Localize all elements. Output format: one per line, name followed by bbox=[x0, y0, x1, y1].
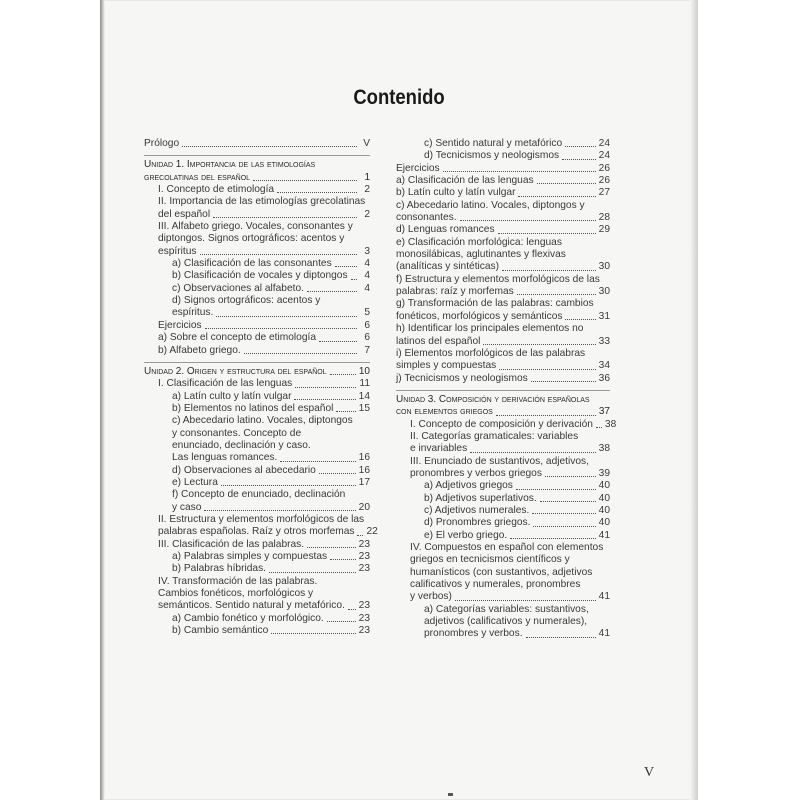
toc-leader-dots bbox=[280, 460, 355, 462]
toc-leader-dots bbox=[294, 398, 355, 400]
toc-leader-dots bbox=[221, 484, 356, 486]
toc-entry-text: adjetivos (calificativos y numerales), bbox=[424, 616, 588, 628]
toc-entry-text: e) El verbo griego. bbox=[424, 529, 508, 541]
toc-entry-row bbox=[410, 418, 617, 431]
toc-leader-dots bbox=[510, 537, 595, 539]
toc-entry-text: b) Latín culto y latín vulgar bbox=[396, 187, 516, 199]
toc-leader-dots bbox=[533, 525, 595, 527]
toc-entry-text: y consonantes. Concepto de bbox=[172, 427, 302, 439]
toc-entry-row bbox=[158, 345, 370, 357]
toc-entry bbox=[396, 431, 610, 456]
toc-entry-text: diptongos. Signos ortográficos: acentos y bbox=[158, 233, 345, 245]
toc-entry-text: Ejercicios bbox=[396, 162, 440, 174]
toc-entry bbox=[144, 391, 370, 403]
toc-leader-dots bbox=[253, 179, 357, 181]
toc-entry-text: Unidad 2. Origen y estructura del español bbox=[144, 365, 327, 377]
toc-page-number: 20 bbox=[358, 501, 370, 513]
toc-entry-text: b) Cambio semántico bbox=[172, 625, 269, 637]
toc-entry-text: III. Enunciado de sustantivos, adjetivos, bbox=[410, 455, 589, 467]
toc-page-number: 40 bbox=[598, 480, 610, 492]
toc-entry-row bbox=[410, 591, 610, 603]
toc-leader-dots bbox=[460, 219, 596, 221]
toc-entry-row bbox=[424, 628, 610, 640]
toc-leader-dots bbox=[531, 380, 596, 382]
toc-entry-row bbox=[172, 307, 370, 319]
toc-entry-row bbox=[172, 391, 370, 403]
toc-entry bbox=[144, 270, 370, 282]
toc-entry-row bbox=[172, 613, 370, 625]
toc-entry bbox=[396, 348, 610, 373]
toc-entry bbox=[144, 221, 370, 258]
toc-page-number: 40 bbox=[598, 492, 610, 504]
toc-entry-row bbox=[396, 373, 610, 385]
toc-leader-dots bbox=[470, 451, 595, 453]
toc-page-number: 29 bbox=[598, 224, 610, 236]
toc-entry-row bbox=[172, 283, 370, 295]
toc-entry bbox=[144, 332, 370, 344]
toc-page-number: 30 bbox=[598, 261, 610, 273]
toc-leader-dots bbox=[327, 620, 356, 622]
toc-entry-row bbox=[158, 378, 370, 390]
toc-leader-dots bbox=[348, 608, 356, 610]
toc-entry-row bbox=[158, 600, 370, 612]
toc-entry-text: consonantes. bbox=[396, 212, 457, 224]
toc-page-number: V bbox=[363, 138, 370, 149]
toc-entry-row bbox=[424, 493, 610, 505]
toc-leader-dots bbox=[295, 386, 356, 388]
toc-leader-dots bbox=[335, 265, 357, 267]
toc-page-number: 38 bbox=[598, 443, 610, 455]
toc-leader-dots bbox=[351, 278, 357, 280]
toc-entry-text: IV. Transformación de las palabras. bbox=[158, 575, 318, 587]
toc-entry-text: e) Lectura bbox=[172, 476, 218, 488]
toc-entry-row bbox=[396, 360, 610, 372]
toc-page-number: 17 bbox=[358, 476, 370, 488]
toc-page-number: 23 bbox=[358, 612, 370, 624]
toc-entry bbox=[396, 505, 610, 517]
toc-page-number: 31 bbox=[598, 310, 610, 322]
toc-leader-dots bbox=[204, 509, 355, 511]
toc-leader-dots bbox=[277, 191, 357, 193]
toc-leader-dots bbox=[330, 373, 356, 375]
toc-entry-text: del español bbox=[158, 208, 211, 220]
print-mark bbox=[448, 793, 453, 796]
toc-leader-dots bbox=[244, 352, 357, 354]
toc-leader-dots bbox=[516, 488, 596, 490]
toc-entry-text: c) Observaciones al alfabeto. bbox=[172, 282, 304, 294]
toc-entry-row bbox=[424, 517, 610, 529]
toc-entry bbox=[144, 415, 370, 464]
toc-leader-dots bbox=[200, 253, 357, 255]
toc-entry-row bbox=[396, 224, 610, 236]
toc-entry-text: a) Clasificación de las lenguas bbox=[396, 175, 534, 187]
toc-entry-text: a) Sobre el concepto de etimología bbox=[158, 332, 317, 344]
toc-entry-text: griegos en tecnicismos científicos y bbox=[410, 554, 570, 566]
toc-leader-dots bbox=[545, 475, 596, 477]
toc-entry bbox=[396, 298, 610, 323]
toc-unit-heading bbox=[144, 155, 370, 184]
toc-leader-dots bbox=[502, 269, 596, 271]
toc-leader-dots bbox=[537, 182, 596, 184]
toc-entry-text: c) Abecedario latino. Vocales, diptongos y bbox=[396, 199, 585, 211]
toc-leader-dots bbox=[498, 232, 596, 234]
toc-page-number: 23 bbox=[358, 600, 370, 612]
toc-entry-text: d) Observaciones al abecedario bbox=[172, 464, 316, 476]
toc-entry-text: b) Alfabeto griego. bbox=[158, 344, 241, 356]
toc-page-number: 5 bbox=[364, 307, 370, 319]
toc-entry-text: b) Clasificación de vocales y diptongos bbox=[172, 270, 348, 282]
toc-page-number: 37 bbox=[598, 406, 610, 418]
toc-page-number: 10 bbox=[358, 365, 370, 377]
toc-entry-row bbox=[172, 563, 370, 575]
toc-page-number: 16 bbox=[358, 452, 370, 464]
toc-leader-dots bbox=[518, 195, 595, 197]
toc-entry bbox=[144, 138, 370, 150]
toc-entry bbox=[396, 456, 610, 481]
toc-page-number: 2 bbox=[364, 208, 370, 220]
toc-entry-row bbox=[172, 258, 370, 270]
toc-page-number: 39 bbox=[598, 467, 610, 479]
toc-entry-text: a) Palabras simples y compuestas bbox=[172, 551, 328, 562]
toc-entry-text: b) Palabras híbridas. bbox=[172, 563, 267, 575]
toc-page-number: 6 bbox=[364, 319, 370, 331]
toc-entry-text: I. Concepto de etimología bbox=[158, 184, 275, 196]
toc-entry bbox=[144, 403, 370, 415]
toc-entry-text: c) Abecedario latino. Vocales, diptongos bbox=[172, 415, 353, 427]
toc-page-number: 36 bbox=[598, 372, 610, 384]
toc-entry bbox=[144, 378, 370, 390]
toc-page-number: 27 bbox=[598, 187, 610, 199]
toc-entry-text: a) Cambio fonético y morfológico. bbox=[172, 612, 324, 624]
toc-entry-row bbox=[172, 403, 370, 415]
toc-leader-dots bbox=[205, 327, 357, 329]
toc-entry-row bbox=[172, 502, 370, 514]
page-edge-shadow bbox=[690, 0, 698, 800]
toc-page-number: 14 bbox=[358, 390, 370, 402]
toc-entry bbox=[144, 196, 370, 221]
toc-entry bbox=[396, 224, 610, 236]
toc-entry-text: a) Adjetivos griegos bbox=[424, 480, 513, 492]
toc-entry-row bbox=[172, 551, 370, 563]
toc-entry-row bbox=[396, 311, 610, 323]
toc-entry bbox=[144, 551, 370, 563]
toc-page-number: 22 bbox=[366, 526, 378, 538]
toc-entry-text: f) Estructura y elementos morfológicos de las bbox=[396, 273, 600, 285]
toc-leader-dots bbox=[532, 512, 595, 514]
toc-leader-dots bbox=[517, 293, 596, 295]
toc-entry-row bbox=[410, 468, 610, 480]
toc-entry bbox=[396, 604, 610, 641]
toc-entry bbox=[396, 175, 610, 187]
toc-leader-dots bbox=[182, 145, 357, 147]
toc-entry bbox=[396, 163, 610, 175]
toc-leader-dots bbox=[357, 534, 363, 536]
toc-entry-text: III. Alfabeto griego. Vocales, consonantes y bbox=[158, 221, 353, 233]
toc-entry bbox=[144, 283, 370, 295]
toc-entry-row bbox=[396, 175, 610, 187]
toc-entry-text: IV. Compuestos en español con elementos bbox=[410, 542, 604, 553]
toc-leader-dots bbox=[526, 636, 596, 638]
toc-entry bbox=[396, 187, 610, 199]
toc-entry-row bbox=[172, 465, 370, 477]
toc-entry-text: Unidad 3. Composición y derivación españolas bbox=[396, 393, 590, 405]
toc-unit-heading bbox=[396, 390, 610, 419]
toc-entry bbox=[144, 489, 370, 514]
toc-entry-text: c) Adjetivos numerales. bbox=[424, 504, 530, 516]
toc-entry-row bbox=[396, 261, 610, 273]
toc-entry-text: Las lenguas romances. bbox=[172, 452, 278, 464]
toc-entry bbox=[396, 373, 610, 385]
page-folio: V bbox=[644, 765, 655, 780]
toc-entry-text: humanísticos (con sustantivos, adjetivos bbox=[410, 566, 593, 578]
toc-entry-row bbox=[396, 212, 610, 224]
toc-leader-dots bbox=[499, 368, 595, 370]
toc-page-number: 41 bbox=[598, 591, 610, 603]
toc-page-number: 4 bbox=[364, 270, 370, 282]
toc-entry-text: d) Pronombres griegos. bbox=[424, 517, 531, 529]
toc-entry bbox=[396, 418, 617, 431]
toc-entry-text: enunciado, declinación y caso. bbox=[172, 439, 311, 451]
toc-entry-text: monosilábicas, aglutinantes y flexivas bbox=[396, 249, 566, 261]
toc-entry-text: Ejercicios bbox=[158, 319, 202, 331]
toc-entry-text: II. Categorías gramaticales: variables bbox=[410, 430, 579, 442]
toc-left-column bbox=[144, 138, 378, 637]
toc-entry-text: pronombres y verbos. bbox=[424, 628, 523, 640]
toc-entry bbox=[396, 237, 610, 274]
toc-leader-dots bbox=[540, 500, 596, 502]
toc-entry bbox=[396, 493, 610, 505]
toc-page-number: 1 bbox=[364, 171, 370, 183]
toc-page-number: 6 bbox=[364, 332, 370, 344]
toc-page-number: 24 bbox=[598, 138, 610, 149]
toc-page-number: 11 bbox=[359, 378, 370, 390]
toc-entry bbox=[144, 625, 370, 637]
toc-page-number: 28 bbox=[598, 212, 610, 224]
toc-page-number: 2 bbox=[364, 184, 370, 196]
toc-unit-heading bbox=[144, 362, 370, 378]
toc-entry bbox=[396, 138, 610, 150]
toc-entry-row bbox=[172, 270, 370, 282]
page-title: Contenido bbox=[353, 86, 445, 109]
toc-entry-text: fonéticos, morfológicos y semánticos bbox=[396, 310, 563, 322]
toc-page-number: 4 bbox=[364, 258, 370, 270]
toc-entry-text: f) Concepto de enunciado, declinación bbox=[172, 489, 346, 501]
toc-entry-text: latinos del español bbox=[396, 335, 481, 347]
toc-page-number: 30 bbox=[598, 286, 610, 298]
toc-entry-text: h) Identificar los principales elementos no bbox=[396, 323, 584, 335]
toc-entry-text: d) Tecnicismos y neologismos bbox=[424, 150, 560, 162]
toc-entry-row bbox=[158, 539, 370, 551]
toc-entry-text: palabras españolas. Raíz y otros morfemas bbox=[158, 526, 355, 538]
toc-page-number: 23 bbox=[358, 563, 370, 575]
toc-entry-row bbox=[158, 332, 370, 344]
toc-page-number: 41 bbox=[598, 529, 610, 541]
toc-entry-row bbox=[158, 320, 370, 332]
toc-entry-row bbox=[144, 138, 370, 150]
toc-page-number: 26 bbox=[598, 162, 610, 174]
toc-entry-row bbox=[172, 625, 370, 637]
page-gutter-shadow bbox=[100, 0, 105, 800]
toc-entry-text: d) Signos ortográficos: acentos y bbox=[172, 295, 321, 307]
toc-entry bbox=[396, 480, 610, 492]
toc-entry-row bbox=[424, 505, 610, 517]
toc-page-number: 23 bbox=[358, 538, 370, 550]
toc-entry-row bbox=[158, 209, 370, 221]
toc-page-number: 4 bbox=[364, 282, 370, 294]
toc-entry bbox=[396, 530, 610, 542]
toc-leader-dots bbox=[565, 318, 595, 320]
toc-page-number: 26 bbox=[598, 175, 610, 187]
toc-entry bbox=[144, 613, 370, 625]
toc-entry-row bbox=[158, 246, 370, 258]
toc-leader-dots bbox=[319, 472, 356, 474]
toc-entry-row bbox=[158, 184, 370, 196]
toc-entry-text: calificativos y numerales, pronombres bbox=[410, 579, 581, 591]
toc-page-number: 16 bbox=[358, 464, 370, 476]
toc-leader-dots bbox=[596, 426, 602, 428]
toc-entry-text: (analíticas y sintéticas) bbox=[396, 261, 500, 273]
toc-page-number: 3 bbox=[364, 245, 370, 257]
toc-entry-text: b) Elementos no latinos del español bbox=[172, 402, 334, 414]
toc-entry-text: g) Transformación de las palabras: cambios bbox=[396, 298, 594, 310]
toc-page-number: 23 bbox=[358, 551, 370, 562]
toc-entry bbox=[396, 150, 610, 162]
toc-leader-dots bbox=[336, 410, 355, 412]
toc-entry bbox=[144, 295, 370, 320]
toc-entry-text: III. Clasificación de las palabras. bbox=[158, 538, 305, 550]
toc-entry-text: c) Sentido natural y metafórico bbox=[424, 138, 563, 149]
toc-page-number: 24 bbox=[598, 150, 610, 162]
toc-entry-row bbox=[424, 480, 610, 492]
toc-entry-text: j) Tecnicismos y neologismos bbox=[396, 372, 528, 384]
toc-entry bbox=[144, 513, 378, 539]
toc-entry bbox=[144, 563, 370, 575]
toc-leader-dots bbox=[269, 571, 356, 573]
toc-page-number: 34 bbox=[598, 360, 610, 372]
toc-entry-text: espíritus. bbox=[172, 307, 214, 319]
toc-entry-row bbox=[424, 138, 610, 150]
toc-entry-text: Cambios fonéticos, morfológicos y bbox=[158, 588, 314, 600]
toc-entry bbox=[396, 323, 610, 348]
toc-entry-text: a) Clasificación de las consonantes bbox=[172, 258, 332, 270]
toc-leader-dots bbox=[307, 290, 357, 292]
toc-leader-dots bbox=[330, 558, 356, 560]
toc-entry-text: pronombres y verbos griegos bbox=[410, 467, 542, 479]
toc-entry-text: grecolatinas del español bbox=[144, 171, 251, 183]
toc-entry-row bbox=[396, 187, 610, 199]
toc-entry-text: e) Clasificación morfológica: lenguas bbox=[396, 236, 562, 248]
toc-entry-text: palabras: raíz y morfemas bbox=[396, 286, 514, 298]
toc-entry-text: con elementos griegos bbox=[396, 406, 493, 418]
toc-page-number: 7 bbox=[364, 344, 370, 356]
toc-entry-row bbox=[410, 443, 610, 455]
toc-entry-text: simples y compuestas bbox=[396, 360, 497, 372]
toc-entry-row bbox=[396, 286, 610, 298]
toc-leader-dots bbox=[496, 414, 596, 416]
toc-entry-text: a) Categorías variables: sustantivos, bbox=[424, 603, 589, 615]
toc-leader-dots bbox=[562, 158, 596, 160]
toc-leader-dots bbox=[455, 599, 596, 601]
toc-entry-text: espíritus bbox=[158, 245, 197, 257]
toc-entry-row bbox=[396, 336, 610, 348]
toc-entry-row bbox=[144, 366, 370, 378]
toc-entry-text: d) Lenguas romances bbox=[396, 224, 495, 236]
toc-entry-text: I. Concepto de composición y derivación bbox=[410, 418, 593, 430]
toc-entry-text: b) Adjetivos superlativos. bbox=[424, 492, 537, 504]
toc-entry bbox=[144, 465, 370, 477]
toc-leader-dots bbox=[213, 216, 357, 218]
toc-entry-text: y caso bbox=[172, 501, 202, 513]
toc-entry-row bbox=[424, 530, 610, 542]
toc-page-number: 41 bbox=[598, 628, 610, 640]
toc-leader-dots bbox=[216, 315, 357, 317]
toc-entry bbox=[396, 200, 610, 225]
toc-entry bbox=[144, 539, 370, 551]
toc-entry-row bbox=[396, 163, 610, 175]
toc-entry-text: semánticos. Sentido natural y metafórico. bbox=[158, 600, 345, 612]
toc-entry-row bbox=[396, 406, 610, 418]
toc-page-number: 38 bbox=[604, 418, 617, 430]
toc-page-number: 40 bbox=[598, 504, 610, 516]
toc-entry bbox=[396, 542, 610, 604]
toc-entry-row bbox=[172, 477, 370, 489]
toc-entry-row bbox=[144, 172, 370, 184]
toc-entry-text: II. Importancia de las etimologías grecolatinas bbox=[158, 196, 366, 208]
toc-entry-text: a) Latín culto y latín vulgar bbox=[172, 390, 292, 402]
toc-entry-row bbox=[172, 452, 370, 464]
toc-entry bbox=[144, 576, 370, 613]
toc-entry bbox=[144, 258, 370, 270]
toc-entry bbox=[144, 184, 370, 196]
toc-entry-text: y verbos) bbox=[410, 591, 452, 603]
toc-right-column bbox=[396, 138, 617, 641]
toc-page-number: 40 bbox=[598, 517, 610, 529]
toc-entry bbox=[396, 517, 610, 529]
toc-leader-dots bbox=[271, 632, 355, 634]
toc-entry-text: Unidad 1. Importancia de las etimologías bbox=[144, 159, 316, 171]
toc-entry bbox=[396, 274, 610, 299]
toc-leader-dots bbox=[483, 343, 595, 345]
toc-entry-text: II. Estructura y elementos morfológicos de las bbox=[158, 513, 365, 525]
toc-entry-row bbox=[424, 150, 610, 162]
toc-entry bbox=[144, 345, 370, 357]
toc-entry bbox=[144, 477, 370, 489]
toc-entry-text: I. Clasificación de las lenguas bbox=[158, 378, 293, 390]
toc-entry-row bbox=[158, 526, 378, 538]
toc-page-number: 23 bbox=[358, 625, 370, 637]
toc-entry-text: e invariables bbox=[410, 443, 468, 455]
toc-entry bbox=[144, 320, 370, 332]
toc-entry-text: i) Elementos morfológicos de las palabras bbox=[396, 347, 586, 359]
toc-leader-dots bbox=[319, 340, 357, 342]
toc-leader-dots bbox=[307, 546, 356, 548]
toc-page-number: 33 bbox=[598, 335, 610, 347]
toc-page-number: 15 bbox=[358, 402, 370, 414]
toc-leader-dots bbox=[443, 170, 596, 172]
toc-leader-dots bbox=[565, 145, 595, 147]
toc-entry-text: Prólogo bbox=[144, 138, 180, 149]
